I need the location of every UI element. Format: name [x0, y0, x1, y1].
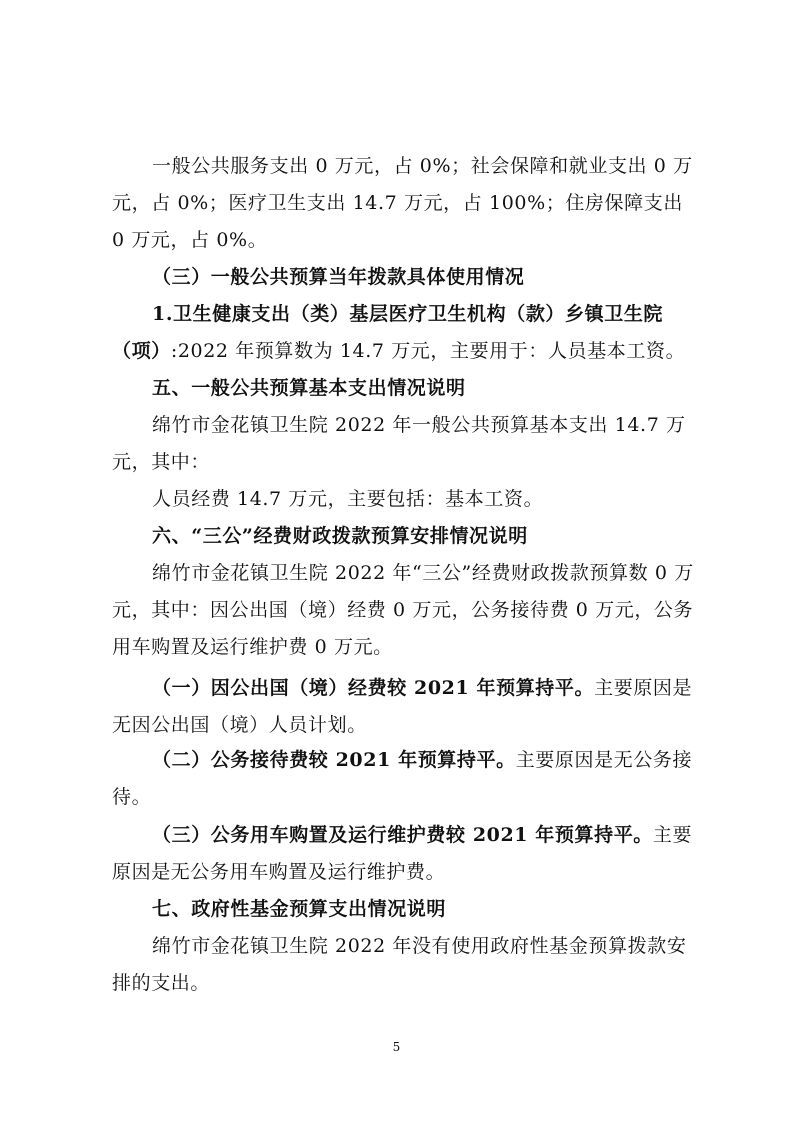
vehicle-cost-detail: 主要原因是无公务用车购置及运行维护费。: [112, 824, 693, 883]
heading-section-seven: 七、政府性基金预算支出情况说明: [152, 898, 447, 920]
heading-section-six: 六、“三公”经费财政拨款预算安排情况说明: [152, 525, 528, 547]
paragraph-personnel-cost: 人员经费 14.7 万元，主要包括：基本工资。: [152, 488, 544, 510]
paragraph-vehicle-cost: [112, 817, 700, 891]
paragraph-basic-expenditure: 绵竹市金花镇卫生院 2022 年一般公共预算基本支出 14.7 万元，其中：: [112, 414, 686, 473]
paragraph-health-expenditure: [112, 296, 700, 370]
paragraph-overseas-travel: [112, 670, 700, 744]
paragraph-three-public-expenses: 绵竹市金花镇卫生院 2022 年“三公”经费财政拨款预算数 0 万元，其中：因公出国（境）经费 0 万元，公务接待费 0 万元，公务用车购置及运行维护费 0 万元。: [112, 562, 694, 658]
health-expenditure-detail: :2022 年预算数为 14.7 万元，主要用于：人员基本工资。: [170, 340, 686, 362]
health-expenditure-title: 1.卫生健康支出（类）基层医疗卫生机构（款）乡镇卫生院（项）: [112, 303, 664, 362]
heading-section-3: （三）一般公共预算当年拨款具体使用情况: [152, 266, 525, 288]
vehicle-cost-title: （三）公务用车购置及运行维护费较 2021 年预算持平。: [152, 824, 653, 846]
paragraph-government-fund: 绵竹市金花镇卫生院 2022 年没有使用政府性基金预算拨款安排的支出。: [112, 935, 687, 994]
page-number: 5: [392, 1040, 401, 1054]
overseas-travel-detail: 主要原因是无因公出国（境）人员计划。: [112, 677, 693, 736]
paragraph-expenditure-breakdown: 一般公共服务支出 0 万元，占 0%；社会保障和就业支出 0 万元，占 0%；医疗卫生支出 14.7 万元，占 100%；住房保障支出 0 万元，占 0%。: [112, 155, 693, 251]
paragraph-reception-cost: [112, 742, 700, 816]
reception-cost-detail: 主要原因是无公务接待。: [112, 749, 693, 808]
overseas-travel-title: （一）因公出国（境）经费较 2021 年预算持平。: [152, 677, 595, 699]
heading-section-five: 五、一般公共预算基本支出情况说明: [152, 377, 466, 399]
reception-cost-title: （二）公务接待费较 2021 年预算持平。: [152, 749, 516, 771]
